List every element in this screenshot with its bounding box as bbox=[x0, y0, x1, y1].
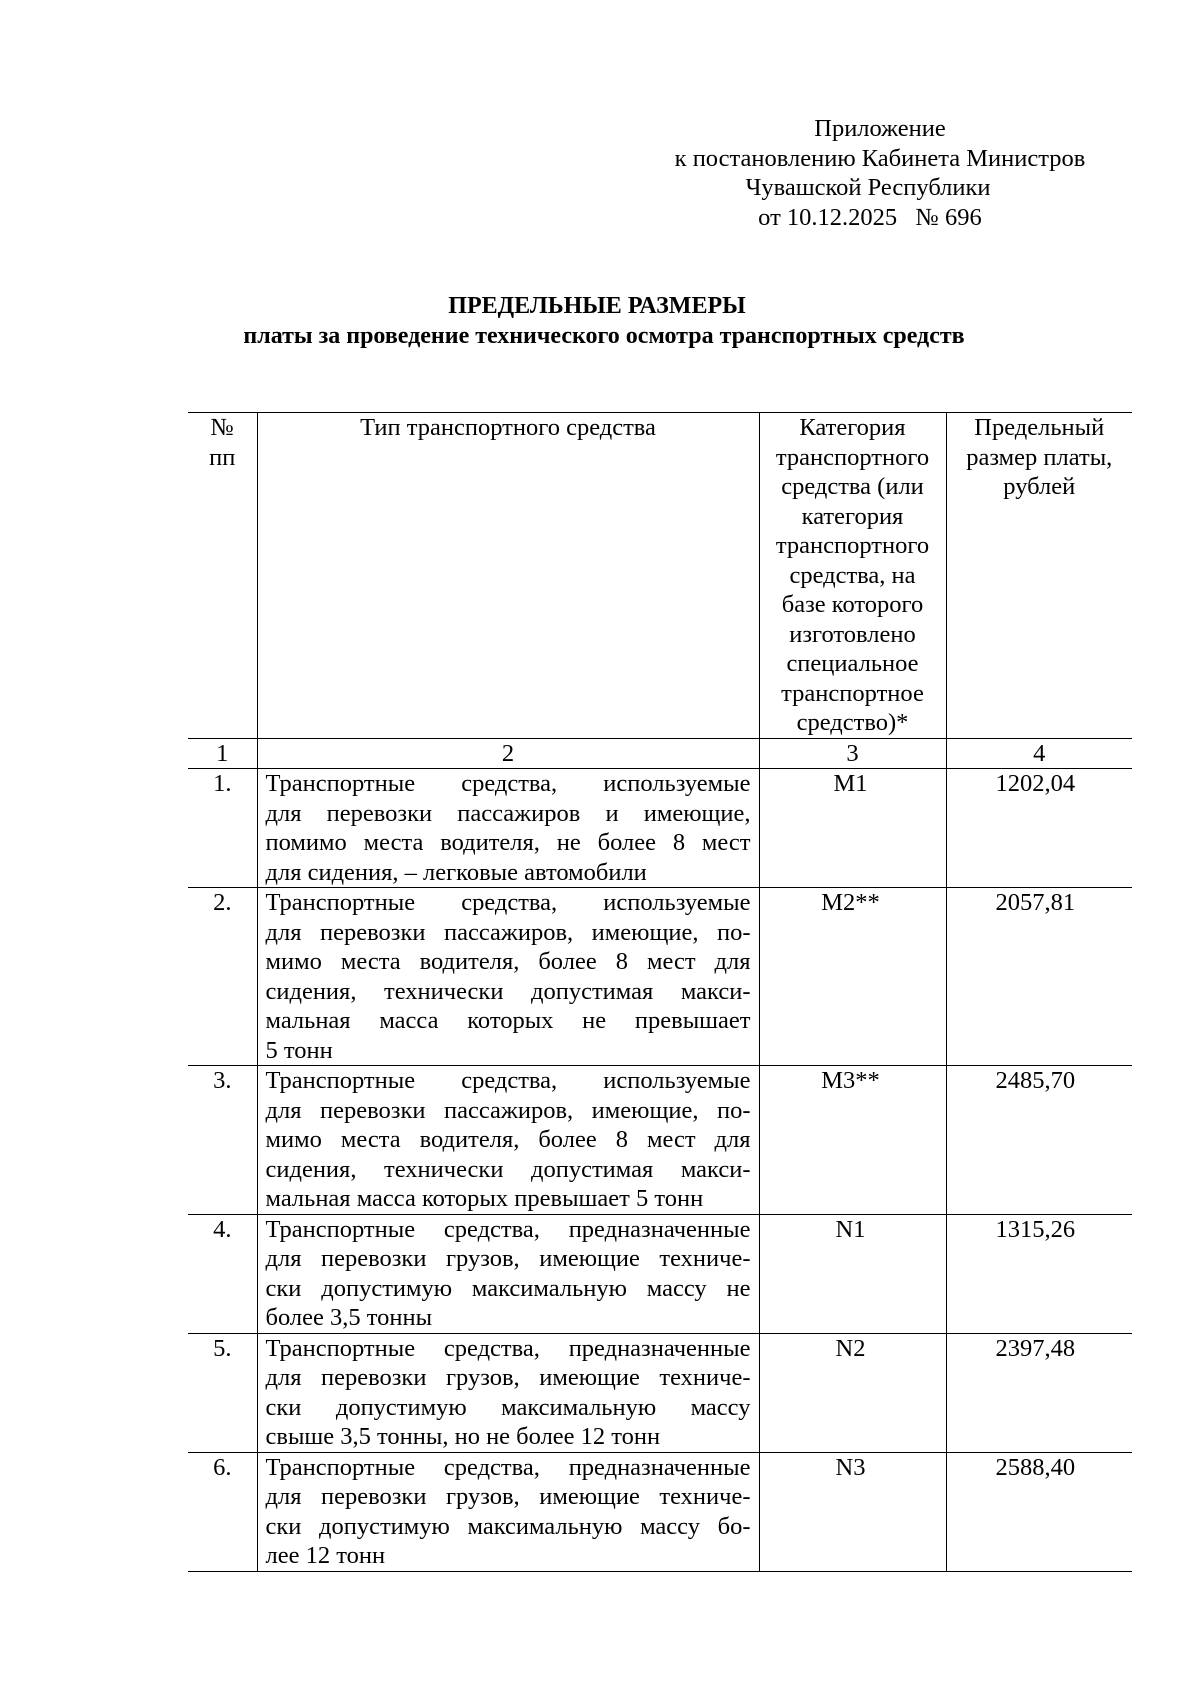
table-row bbox=[188, 1214, 1132, 1333]
vehicle-type-line: мальная масса которых превышает 5 тонн bbox=[265, 1185, 704, 1212]
header-category-line: категория bbox=[801, 502, 904, 530]
vehicle-type-line: для перевозки пассажиров, имеющие, по- bbox=[265, 1096, 751, 1124]
row-number: 6. bbox=[188, 1452, 257, 1571]
vehicle-type-line: свыше 3,5 тонны, но не более 12 тонн bbox=[265, 1423, 661, 1450]
header-category-line: специальное bbox=[786, 650, 919, 677]
vehicle-type-line: мимо места водителя, более 8 мест для bbox=[265, 948, 751, 975]
appendix-block bbox=[640, 114, 1120, 232]
header-category-line: базе которого bbox=[781, 591, 924, 618]
row-vehicle-type bbox=[257, 1214, 759, 1333]
index-cell: 2 bbox=[257, 738, 759, 769]
table-row bbox=[188, 1066, 1132, 1215]
vehicle-type-line: для перевозки пассажиров, имеющие, по- bbox=[265, 918, 751, 946]
row-category: N1 bbox=[759, 1214, 946, 1333]
row-number: 4. bbox=[188, 1214, 257, 1333]
row-number: 1. bbox=[188, 769, 257, 888]
title-main: ПРЕДЕЛЬНЫЕ РАЗМЕРЫ bbox=[448, 293, 746, 319]
row-category: N3 bbox=[759, 1452, 946, 1571]
title-subtitle: платы за проведение технического осмотра транспортных средств bbox=[243, 323, 965, 349]
appendix-label: Приложение bbox=[814, 115, 946, 142]
vehicle-type-line: Транспортные средства, предназначенные bbox=[265, 1215, 751, 1243]
fee-table bbox=[188, 412, 1132, 1572]
table-index-row bbox=[188, 738, 1132, 769]
table-row bbox=[188, 1333, 1132, 1452]
vehicle-type-line: помимо места водителя, не более 8 мест bbox=[265, 829, 751, 856]
header-category-line: изготовлено bbox=[789, 620, 916, 648]
row-vehicle-type bbox=[257, 769, 759, 888]
vehicle-type-line: более 3,5 тонны bbox=[265, 1304, 433, 1331]
vehicle-type-line: 5 тонн bbox=[265, 1036, 333, 1064]
row-fee: 2588,40 bbox=[946, 1452, 1132, 1571]
vehicle-type-line: ски допустимую максимальную массу не bbox=[265, 1274, 751, 1302]
appendix-resolution: к постановлению Кабинета Министров bbox=[674, 144, 1086, 172]
vehicle-type-line: для сидения, – легковые автомобили bbox=[265, 858, 647, 886]
header-type-label: Тип транспортного средства bbox=[360, 414, 656, 441]
table-row bbox=[188, 888, 1132, 1066]
header-num-line: № bbox=[210, 414, 234, 441]
vehicle-type-line: для перевозки грузов, имеющие техниче- bbox=[265, 1483, 751, 1510]
row-number: 5. bbox=[188, 1333, 257, 1452]
vehicle-type-line: мальная масса которых не превышает bbox=[265, 1007, 751, 1034]
table-row bbox=[188, 769, 1132, 888]
vehicle-type-line: Транспортные средства, предназначенные bbox=[265, 1453, 751, 1481]
document-title bbox=[0, 291, 1200, 351]
row-fee: 2397,48 bbox=[946, 1333, 1132, 1452]
row-fee: 2485,70 bbox=[946, 1066, 1132, 1215]
header-category-line: Категория bbox=[799, 414, 906, 441]
vehicle-type-line: для перевозки грузов, имеющие техниче- bbox=[265, 1364, 751, 1391]
vehicle-type-line: ски допустимую максимальную массу бо- bbox=[265, 1512, 751, 1540]
vehicle-type-line: Транспортные средства, используемые bbox=[265, 770, 751, 797]
index-cell: 3 bbox=[759, 738, 946, 769]
vehicle-type-line: сидения, технически допустимая макси- bbox=[265, 977, 751, 1005]
header-category bbox=[759, 413, 946, 739]
row-fee: 1202,04 bbox=[946, 769, 1132, 888]
vehicle-type-line: сидения, технически допустимая макси- bbox=[265, 1155, 751, 1183]
row-number: 3. bbox=[188, 1066, 257, 1215]
header-fee-line: размер платы, bbox=[966, 443, 1113, 471]
vehicle-type-line: Транспортные средства, используемые bbox=[265, 889, 751, 916]
table-header-row bbox=[188, 413, 1132, 739]
index-cell: 4 bbox=[946, 738, 1132, 769]
appendix-republic: Чувашской Республики bbox=[745, 174, 991, 201]
row-vehicle-type bbox=[257, 1333, 759, 1452]
row-number: 2. bbox=[188, 888, 257, 1066]
row-category: N2 bbox=[759, 1333, 946, 1452]
row-vehicle-type bbox=[257, 1452, 759, 1571]
row-vehicle-type bbox=[257, 888, 759, 1066]
row-category: М3** bbox=[759, 1066, 946, 1215]
vehicle-type-line: мимо места водителя, более 8 мест для bbox=[265, 1126, 751, 1153]
index-cell: 1 bbox=[188, 738, 257, 769]
header-num-line: пп bbox=[209, 443, 236, 471]
row-vehicle-type bbox=[257, 1066, 759, 1215]
row-category: М1 bbox=[759, 769, 946, 888]
row-category: М2** bbox=[759, 888, 946, 1066]
header-category-line: транспортное bbox=[781, 679, 924, 707]
fee-table-body bbox=[188, 413, 1132, 1572]
header-fee bbox=[946, 413, 1132, 739]
vehicle-type-line: для перевозки пассажиров и имеющие, bbox=[265, 799, 751, 827]
row-fee: 2057,81 bbox=[946, 888, 1132, 1066]
appendix-date-number: от 10.12.2025 № 696 bbox=[758, 203, 982, 231]
header-fee-line: Предельный bbox=[974, 414, 1105, 441]
header-category-line: транспортного bbox=[775, 443, 930, 471]
header-category-line: средство)* bbox=[796, 709, 909, 736]
header-type bbox=[257, 413, 759, 739]
vehicle-type-line: для перевозки грузов, имеющие техниче- bbox=[265, 1245, 751, 1272]
header-category-line: средства, на bbox=[789, 561, 916, 589]
vehicle-type-line: ски допустимую максимальную массу bbox=[265, 1393, 751, 1421]
header-category-line: транспортного bbox=[775, 532, 930, 559]
row-fee: 1315,26 bbox=[946, 1214, 1132, 1333]
header-fee-line: рублей bbox=[1003, 473, 1076, 500]
vehicle-type-line: лее 12 тонн bbox=[265, 1542, 386, 1569]
table-row bbox=[188, 1452, 1132, 1571]
header-category-line: средства (или bbox=[781, 473, 924, 500]
vehicle-type-line: Транспортные средства, предназначенные bbox=[265, 1334, 751, 1362]
header-num bbox=[188, 413, 257, 739]
vehicle-type-line: Транспортные средства, используемые bbox=[265, 1067, 751, 1094]
